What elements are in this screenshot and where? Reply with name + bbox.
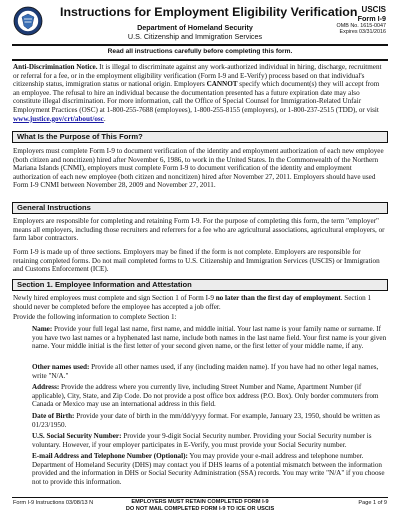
- page-title: Instructions for Employment Eligibility Verification: [60, 5, 358, 19]
- cannot-emphasis: CANNOT: [206, 80, 238, 89]
- dhs-seal-icon: [13, 6, 43, 36]
- field-label: Date of Birth:: [32, 412, 75, 420]
- field-ssn-instruction: [32, 432, 387, 449]
- anti-discrimination-label: Anti-Discrimination Notice.: [13, 63, 98, 71]
- field-text: Provide your 9-digit Social Security number. Providing your Social Security number is voluntary. However, if your employer participates in E-Verify, you must provide your Social Security number.: [32, 432, 372, 449]
- uscis-label: USCIS: [361, 5, 386, 14]
- page-number: Page 1 of 9: [358, 500, 387, 506]
- field-text: Provide all other names used, if any (including maiden name). If you have had no other legal names, write "N/A.": [32, 363, 379, 380]
- anti-discrimination-text-2: specify which document(s) they will accept from an employee. The refusal to hire an individual because the documentation presented has a future expiration date may also constitute illegal discrimination. For more information, call the Office of Special Counsel for Immigration-Related Unfair Employment Practices (OSC) at 1-800-255-7688 (employees), 1-800-255-8155 (employers), or 1-800-237-2515 (TDD), or visit: [13, 80, 380, 114]
- field-other-names-instruction: [32, 363, 387, 380]
- field-label: U.S. Social Security Number:: [32, 432, 122, 440]
- section-1-intro-text-2: . Section 1 should never be completed before the employee has accepted a job offer.: [13, 294, 372, 311]
- expiration-date: Expires 03/31/2016: [339, 29, 386, 36]
- anti-discrimination-text: It is illegal to discriminate against any work-authorized individual in hiring, discharge, recruitment or referral for a fee, or in the employment eligibility verification (Form I-9 and E-Verify) process based on that individual's citizenship status, immigration status or national origin. Employers: [13, 63, 382, 89]
- footer-form-id: Form I-9 Instructions 03/08/13 N: [13, 500, 94, 506]
- footer-notice-line-2: DO NOT MAIL COMPLETED FORM I-9 TO ICE OR USCIS: [125, 505, 275, 512]
- notice-divider: [12, 59, 388, 61]
- general-instructions-p1: Employers are responsible for completing and retaining Form I-9. For the purpose of completing this form, the term "employer" means all employers, including those recruiters and referrers for a fee who are agricultural associations, agricultural employers, or farm labor contractors.: [13, 217, 385, 243]
- general-instructions-p2: Form I-9 is made up of three sections. Employers may be fined if the form is not complete. Employers are responsible for retaining completed forms. Do not mail completed forms to U.S. Citizenship and Immigration Services (USCIS) or Immigration and Customs Enforcement (ICE).: [13, 248, 380, 274]
- osc-link[interactable]: www.justice.gov/crt/about/osc: [13, 114, 104, 123]
- header-divider: [12, 44, 388, 46]
- agency-name: U.S. Citizenship and Immigration Services: [127, 32, 263, 41]
- field-text: You may provide your e-mail address and telephone number. Department of Homeland Security (DHS) may contact you if DHS learns of a potential mismatch between the information provided and the information in DHS or Social Security Administration (SSA) records. You may write "N/A" if you choose not to provide this information.: [32, 452, 385, 486]
- field-text: Provide your date of birth in the mm/dd/yyyy format. For example, January 23, 1950, should be written as 01/23/1950.: [32, 412, 380, 429]
- field-name-instruction: [32, 325, 387, 351]
- department-name: Department of Homeland Security: [137, 23, 253, 32]
- field-email-phone-instruction: [32, 452, 387, 486]
- section-1-intro-text: Newly hired employees must complete and sign Section 1 of Form I-9: [13, 294, 216, 302]
- purpose-text: Employers must complete Form I-9 to document verification of the identity and employment authorization of each new employee (both citizen and noncitizen) hired after November 6, 1986, to work in the United States. In the Commonwealth of the Northern Mariana Islands (CNMI), employers must complete Form I-9 to document verification of the identity and employment authorization of each new employee (both citizen and noncitizen) hired after November 27, 2011. Employers should have used Form I-9 CNMI between November 28, 2009 and November 27, 2011.: [13, 147, 384, 190]
- anti-discrimination-notice: [13, 63, 387, 123]
- field-text: Provide the address where you currently live, including Street Number and Name, Apartment Number (if applicable), City, State, and Zip Code. Do not provide a post office box address (P.O. Box). Only border commuters from Canada or Mexico may use an international address in this field.: [32, 383, 379, 409]
- footer-retention-notice: [110, 499, 290, 513]
- field-label: Address:: [32, 383, 60, 391]
- footer-divider: [12, 497, 388, 498]
- footer-notice-line-1: EMPLOYERS MUST RETAIN COMPLETED FORM I-9: [131, 499, 269, 505]
- omb-number: OMB No. 1615-0047: [336, 23, 386, 29]
- anti-discrimination-end: .: [103, 114, 106, 123]
- section-1-provide: Provide the following information to complete Section 1:: [13, 313, 177, 321]
- field-label: E-mail Address and Telephone Number (Optional):: [32, 452, 188, 460]
- purpose-heading: What Is the Purpose of This Form?: [12, 131, 388, 143]
- field-text: Provide your full legal last name, first name, and middle initial. Your last name is your family name or surname. If you have two last names or a hyphenated last name, include both names in the last name field. Your first name is your given name. Your middle initial is the first letter of your second given name, or the first letter of your middle name, if any.: [32, 325, 387, 351]
- general-instructions-heading: General Instructions: [12, 202, 388, 214]
- section-1-intro: [13, 294, 387, 311]
- field-label: Other names used:: [32, 363, 90, 371]
- field-address-instruction: [32, 383, 387, 409]
- read-all-notice: Read all instructions carefully before completing this form.: [107, 48, 293, 55]
- section-1-heading: Section 1. Employee Information and Attestation: [12, 279, 388, 291]
- form-id-block: [337, 5, 386, 36]
- section-1-deadline: no later than the first day of employment: [215, 294, 341, 302]
- form-number: Form I-9: [357, 14, 386, 23]
- field-label: Name:: [32, 325, 53, 333]
- field-dob-instruction: [32, 412, 387, 429]
